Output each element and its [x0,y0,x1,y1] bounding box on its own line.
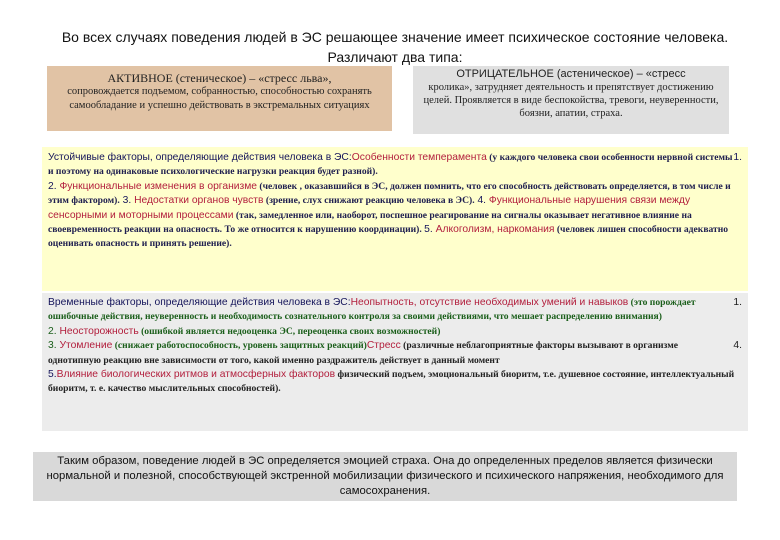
factor-label: 5. [48,369,57,381]
factor-name: Особенности темперамента [351,152,487,163]
factor-description: (человек , оказавшийся в ЭС, должен помнить, что его способность действовать определяется, в том числе и этим фактором). [48,180,731,207]
active-stress-box [47,66,392,131]
factor-description: (ошибкой является недооценка ЭС, переоценка своих возможностей) [138,325,441,337]
factor-label: 2. [48,180,60,192]
factor-label: 1. [733,297,742,308]
negative-stress-box [413,66,729,134]
factor-label: 3. [48,340,60,352]
factor-label: 5. [424,224,436,236]
factor-description: (так, замедленное или, наоборот, поспешное реагирование на сигналы оказывает негативное влияние на своевременность реакции на опасность. То же относится к нарушению координации). [48,209,692,236]
factor-name: Стресс [366,340,401,352]
stable-factors-box [42,147,748,291]
factor-label: 4. [733,340,742,352]
factor-description: (различные неблагоприятные факторы вызывают в организме однотипную реакцию вне зависимости от того, какой именно раздражитель действует в данный момент [48,340,679,366]
slide-title: Во всех случаях поведения людей в ЭС решающее значение имеет психическое состояние человека. Различают два типа: [61,29,729,65]
factor-label: 2. [48,325,60,337]
factor-name: Неопытность, отсутствие необходимых умений и навыков [350,297,629,308]
factor-name: Влияние биологических ритмов и атмосферных факторов [56,369,336,381]
factor-description: (это порождает ошибочные действия, неуверенность и необходимость сознательного контроля за своими действиями, что мешает распределению внимания) [48,297,696,323]
temporary-factors-box [42,293,748,431]
active-stress-heading: АКТИВНОЕ (стеническое) – «стресс льва», [107,71,332,85]
factor-description: (зрение, слух снижают реакцию человека в ЭС). [263,195,475,207]
factor-description: физический подъем, эмоциональный биоритм, т.е. душевное состояние, интеллектуальный биоритм, т. е. качество мыслительных способностей). [48,369,735,395]
factor-name: Неосторожность [59,325,139,337]
active-stress-text: сопровождается подъемом, собранностью, способностью сохранять самообладание и успешно действовать в экстремальных ситуациях [67,86,372,111]
factor-name: Алкоголизм, наркомания [435,224,555,236]
factor-label: 4. [474,195,489,207]
factor-label: 3. [119,195,135,207]
negative-stress-text: кролика», затрудняет деятельность и препятствует достижению целей. Проявляется в виде беспокойства, тревоги, неуверенности, боязни, апатии, страха. [423,82,719,119]
factor-label: Устойчивые факторы, определяющие действия человека в ЭС: [48,152,352,163]
conclusion-box [33,452,737,501]
factor-label: Временные факторы, определяющие действия человека в ЭС: [48,297,351,308]
factor-description: (снижает работоспособность, уровень защитных реакций) [112,340,367,352]
factor-name: Функциональные нарушения связи между сенсорными и моторными процессами [48,195,691,221]
factor-description: (у каждого человека свои особенности нервной системы и поэтому на одинаковые психологические нагрузки реакция будет разной). [48,152,733,178]
factor-name: Функциональные изменения в организме [59,180,258,192]
factor-name: Недостатки органов чувств [134,195,264,207]
conclusion-text: Таким образом, поведение людей в ЭС определяется эмоцией страха. Она до определенных пределов является физически нормальной и полезной, способствующей экстренной мобилизации физического и психического напряжения, необходимого для самосохранения. [46,455,724,497]
factor-description: (человек лишен способности адекватно оценивать опасность и принять решение). [48,224,729,250]
factor-name: Утомление [59,340,113,352]
negative-stress-heading: ОТРИЦАТЕЛЬНОЕ (астеническое) – «стресс [456,68,686,80]
factor-label: 1. [733,152,742,163]
